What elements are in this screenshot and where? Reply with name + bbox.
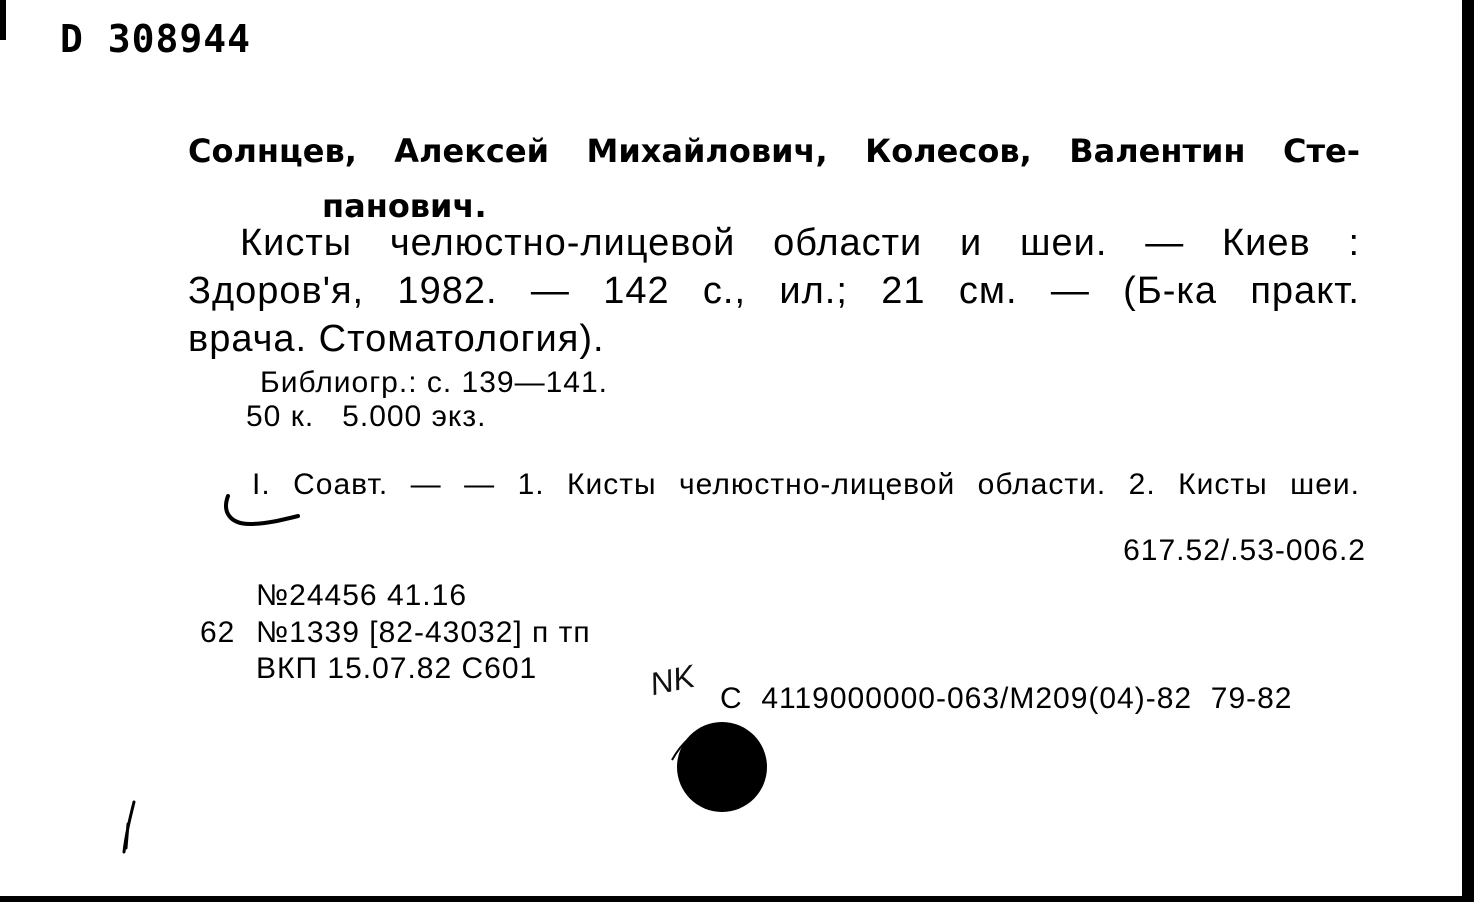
handwritten-note: NK [646,657,698,703]
punch-hole-arc-mark [668,722,728,762]
registry-line-3: ВКП 15.07.82 С601 [256,652,538,685]
price-and-print-run: 50 к. 5.000 экз. [246,400,487,433]
authors-line-1: Солнцев, Алексей Михайлович, Колесов, Валентин Сте- [188,132,1360,170]
handwritten-bracket-mark [216,490,306,530]
card-edge-mark [0,0,6,40]
tracings-line: I. Соавт. — — 1. Кисты челюстно-лицевой области. 2. Кисты шеи. [252,468,1360,501]
bibliography-note: Библиогр.: с. 139—141. [260,366,608,399]
registry-line-2: №1339 [82-43032] п тп [256,616,591,649]
udc-index: 617.52/.53-006.2 [1123,534,1366,567]
title-line-3: врача. Стоматология). [188,318,605,360]
registry-line-1: №24456 41.16 [256,579,468,612]
title-line-2: Здоров'я, 1982. — 142 с., ил.; 21 см. — (Б-ка практ. [188,270,1360,312]
authors-line-2: панович. [322,187,487,225]
title-line-1: Кисты челюстно-лицевой области и шеи. — Киев : [240,222,1360,264]
stray-pen-mark [120,800,140,860]
registry-line-2-prefix: 62 [200,616,236,649]
code-line: С 4119000000-063/М209(04)-82 79-82 [720,682,1293,715]
card-number: D 308944 [60,17,252,61]
